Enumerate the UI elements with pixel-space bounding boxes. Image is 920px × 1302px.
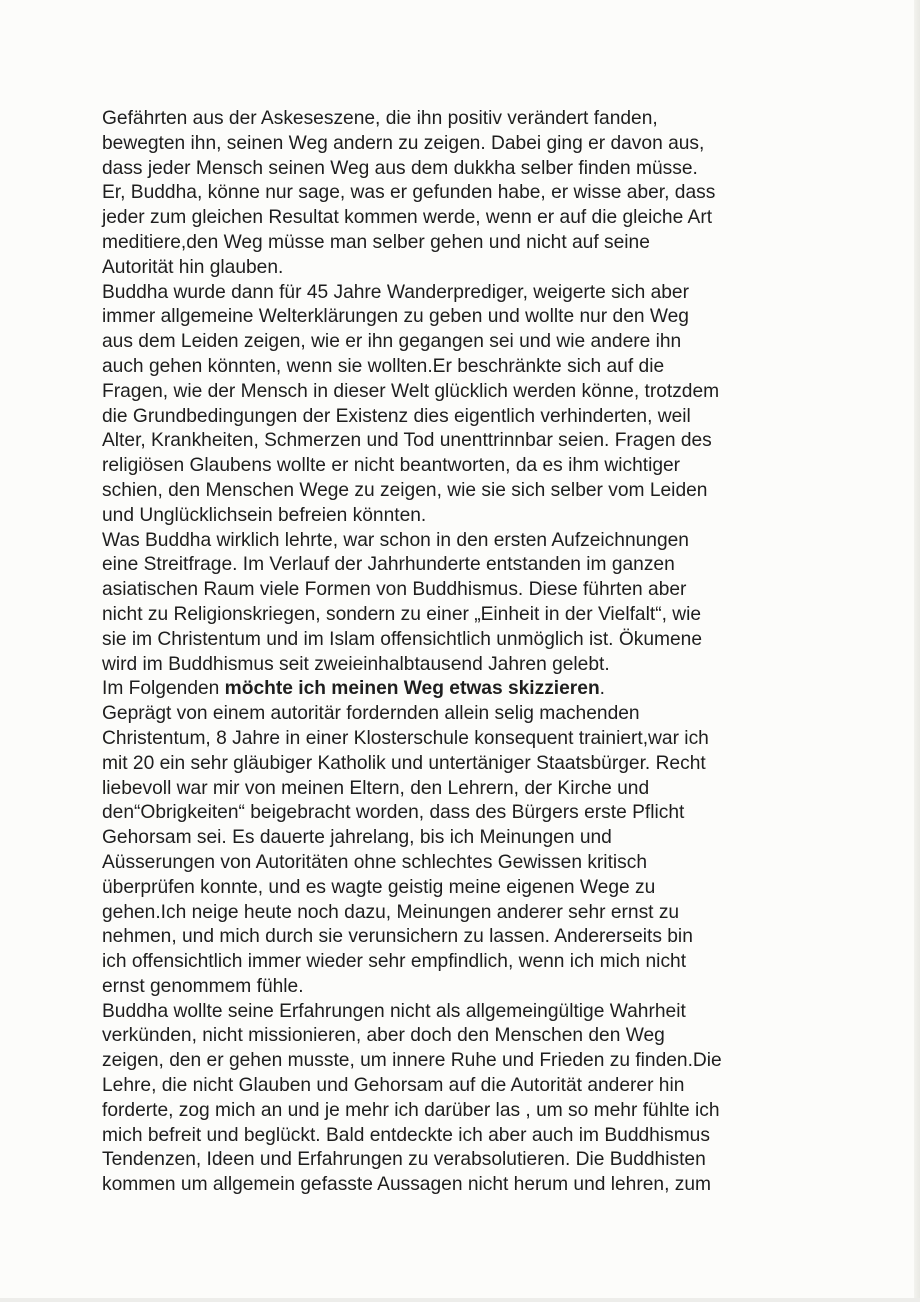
text-line: Aüsserungen von Autoritäten ohne schlechtes Gewissen kritisch	[102, 851, 648, 873]
text-line: eine Streitfrage. Im Verlauf der Jahrhunderte entstanden im ganzen	[102, 554, 675, 576]
text-line: Buddha wollte seine Erfahrungen nicht als allgemeingültige Wahrheit	[102, 1000, 686, 1022]
text-line: Gehorsam sei. Es dauerte jahrelang, bis ich Meinungen und	[102, 827, 612, 849]
text-line: nicht zu Religionskriegen, sondern zu einer „Einheit in der Vielfalt“, wie	[102, 603, 702, 625]
text-line: Christentum, 8 Jahre in einer Klosterschule konsequent trainiert,war ich	[102, 727, 709, 749]
text-line: mit 20 ein sehr gläubiger Katholik und untertäniger Staatsbürger. Recht	[102, 752, 706, 774]
text-line: Buddha wurde dann für 45 Jahre Wanderprediger, weigerte sich aber	[102, 281, 689, 303]
text-line: zeigen, den er gehen musste, um innere Ruhe und Frieden zu finden.Die	[102, 1050, 722, 1072]
text-line: nehmen, und mich durch sie verunsichern zu lassen. Andererseits bin	[102, 926, 693, 948]
text-line: bewegten ihn, seinen Weg andern zu zeigen. Dabei ging er davon aus,	[102, 132, 705, 154]
text-line: sie im Christentum und im Islam offensichtlich unmöglich ist. Ökumene	[102, 628, 703, 650]
text-line: meditiere,den Weg müsse man selber gehen und nicht auf seine	[102, 231, 650, 253]
text-line: den“Obrigkeiten“ beigebracht worden, dass des Bürgers erste Pflicht	[102, 802, 685, 824]
text-line: mich befreit und beglückt. Bald entdeckte ich aber auch im Buddhismus	[102, 1124, 710, 1146]
text-line: religiösen Glaubens wollte er nicht beantworten, da es ihm wichtiger	[102, 455, 681, 477]
text-line: gehen.Ich neige heute noch dazu, Meinungen anderer sehr ernst zu	[102, 901, 680, 923]
text-line: aus dem Leiden zeigen, wie er ihn gegangen sei und wie andere ihn	[102, 331, 682, 353]
text-line: Tendenzen, Ideen und Erfahrungen zu verabsolutieren. Die Buddhisten	[102, 1149, 706, 1171]
text-line: überprüfen konnte, und es wagte geistig meine eigenen Wege zu	[102, 876, 656, 898]
text-line: immer allgemeine Welterklärungen zu geben und wollte nur den Weg	[102, 306, 689, 328]
page-edge-bottom	[0, 1298, 920, 1302]
text-line: schien, den Menschen Wege zu zeigen, wie sie sich selber vom Leiden	[102, 479, 708, 501]
text-line: und Unglücklichsein befreien könnten.	[102, 504, 427, 526]
text-line: wird im Buddhismus seit zweieinhalbtausend Jahren gelebt.	[102, 653, 610, 675]
document-body	[102, 107, 802, 1198]
text-line: ernst genommem fühle.	[102, 975, 304, 997]
text-line: Gefährten aus der Askeseszene, die ihn positiv verändert fanden,	[102, 108, 658, 129]
page-edge-shadow	[914, 0, 920, 1302]
text-line: Er, Buddha, könne nur sage, was er gefunden habe, er wisse aber, dass	[102, 182, 716, 204]
text-normal-tail: .	[599, 678, 606, 700]
text-line: Lehre, die nicht Glauben und Gehorsam auf die Autorität anderer hin	[102, 1075, 685, 1097]
text-normal: Im Folgenden	[102, 678, 225, 700]
text-line: Autorität hin glauben.	[102, 256, 284, 278]
text-line: jeder zum gleichen Resultat kommen werde, wenn er auf die gleiche Art	[102, 207, 713, 229]
text-line: verkünden, nicht missionieren, aber doch den Menschen den Weg	[102, 1025, 665, 1047]
text-line: Was Buddha wirklich lehrte, war schon in den ersten Aufzeichnungen	[102, 529, 689, 551]
text-line: die Grundbedingungen der Existenz dies eigentlich verhinderten, weil	[102, 405, 691, 427]
text-bold: möchte ich meinen Weg etwas skizzieren	[224, 678, 600, 700]
text-line: forderte, zog mich an und je mehr ich darüber las , um so mehr fühlte ich	[102, 1099, 720, 1121]
text-line: auch gehen könnten, wenn sie wollten.Er beschränkte sich auf die	[102, 355, 665, 377]
text-line: Alter, Krankheiten, Schmerzen und Tod unenttrinnbar seien. Fragen des	[102, 430, 712, 452]
text-line: dass jeder Mensch seinen Weg aus dem dukkha selber finden müsse.	[102, 157, 698, 179]
text-line: Geprägt von einem autoritär fordernden allein selig machenden	[102, 703, 640, 725]
text-line: kommen um allgemein gefasste Aussagen nicht herum und lehren, zum	[102, 1174, 711, 1196]
text-line: liebevoll war mir von meinen Eltern, den Lehrern, der Kirche und	[102, 777, 650, 799]
text-line: Fragen, wie der Mensch in dieser Welt glücklich werden könne, trotzdem	[102, 380, 720, 402]
text-line-emphasis	[102, 677, 802, 702]
text-line: asiatischen Raum viele Formen von Buddhismus. Diese führten aber	[102, 579, 687, 601]
text-line: ich offensichtlich immer wieder sehr empfindlich, wenn ich mich nicht	[102, 951, 687, 973]
